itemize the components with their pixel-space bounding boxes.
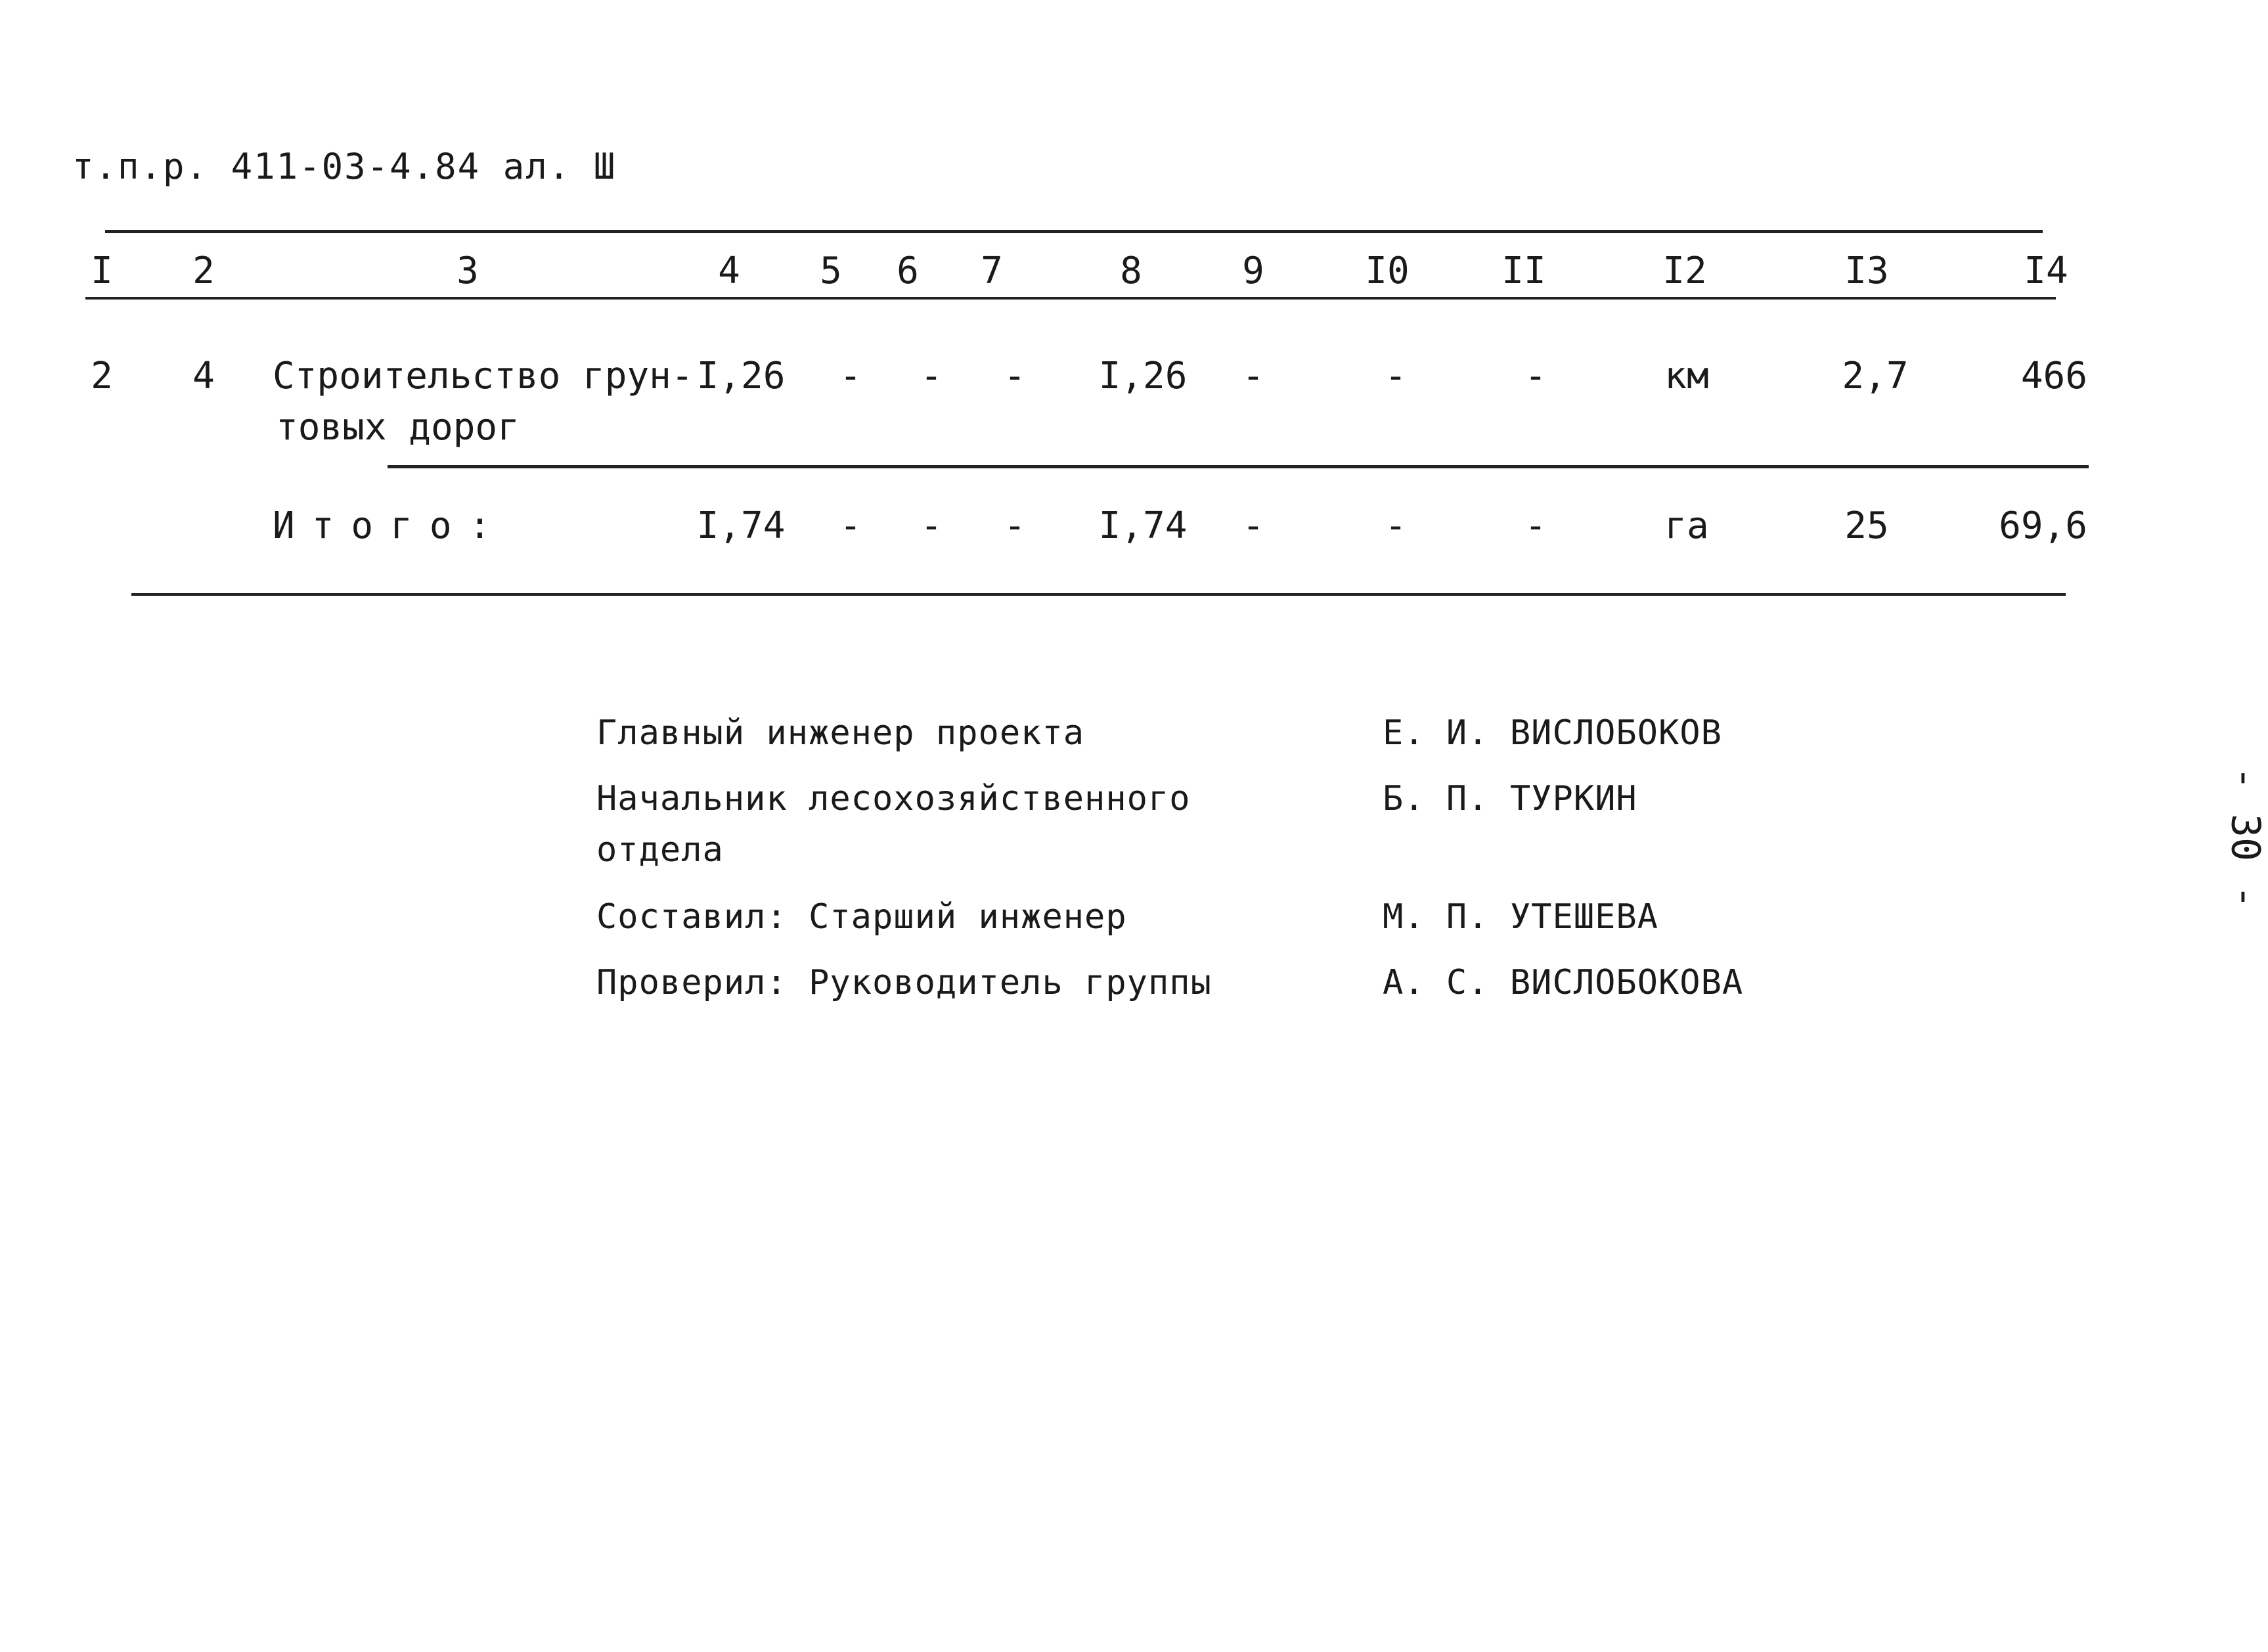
signature-name: М. П. УТЕШЕВА: [1383, 897, 1658, 937]
signature-role: Главный инженер проекта: [596, 713, 1085, 753]
column-number: II: [1501, 250, 1546, 292]
cell-col3-line1: Строительство грун-: [273, 355, 694, 397]
total-col7: -: [1004, 504, 1026, 547]
column-number: 6: [897, 250, 919, 292]
cell-col3-line2: товых дорог: [276, 406, 520, 449]
column-number: 4: [718, 250, 740, 292]
total-col14: 69,6: [1999, 504, 2087, 547]
column-number: 3: [456, 250, 479, 292]
total-col13: 25: [1844, 504, 1889, 547]
cell-col4: I,26: [696, 355, 786, 397]
total-col10: -: [1385, 504, 1407, 547]
total-col12: га: [1664, 504, 1709, 547]
column-number: 9: [1242, 250, 1264, 292]
row-separator-rule: [388, 465, 2089, 468]
cell-col13: 2,7: [1842, 355, 1909, 397]
column-number: 8: [1120, 250, 1142, 292]
cell-col10: -: [1385, 355, 1407, 397]
signature-name: Б. П. ТУРКИН: [1383, 779, 1637, 818]
column-number: 5: [820, 250, 842, 292]
cell-col5: -: [839, 355, 862, 397]
cell-col9: -: [1242, 355, 1264, 397]
page-number: - 30 -: [2222, 766, 2268, 909]
column-number: I3: [1844, 250, 1889, 292]
cell-col1: 2: [91, 355, 113, 397]
signature-role: Начальник лесохозяйственного: [596, 779, 1191, 818]
cell-col12: км: [1664, 355, 1709, 397]
column-number: I: [91, 250, 113, 292]
table-header-rule: [85, 297, 2056, 300]
column-number: I2: [1662, 250, 1707, 292]
cell-col7: -: [1004, 355, 1026, 397]
cell-col8: I,26: [1098, 355, 1188, 397]
table-top-rule: [105, 230, 2043, 233]
document-reference: т.п.р. 411-03-4.84 ал. Ш: [72, 146, 617, 187]
total-col11: -: [1524, 504, 1547, 547]
cell-col14: 466: [2020, 355, 2087, 397]
cell-col11: -: [1524, 355, 1547, 397]
signature-role: Проверил: Руководитель группы: [596, 963, 1212, 1002]
total-col5: -: [839, 504, 862, 547]
total-col9: -: [1242, 504, 1264, 547]
table-bottom-rule: [131, 593, 2066, 596]
signature-name: Е. И. ВИСЛОБОКОВ: [1383, 713, 1722, 753]
total-label: Итого:: [273, 504, 508, 547]
signature-role: Составил: Старший инженер: [596, 897, 1127, 937]
cell-col6: -: [920, 355, 943, 397]
total-col8: I,74: [1098, 504, 1188, 547]
column-number: 7: [981, 250, 1003, 292]
signature-name: А. С. ВИСЛОБОКОВА: [1383, 963, 1744, 1002]
total-col4: I,74: [696, 504, 786, 547]
column-number: 2: [192, 250, 215, 292]
signature-role-line2: отдела: [596, 830, 724, 870]
column-number: I0: [1365, 250, 1410, 292]
column-number: I4: [2024, 250, 2068, 292]
total-col6: -: [920, 504, 943, 547]
cell-col2: 4: [192, 355, 215, 397]
